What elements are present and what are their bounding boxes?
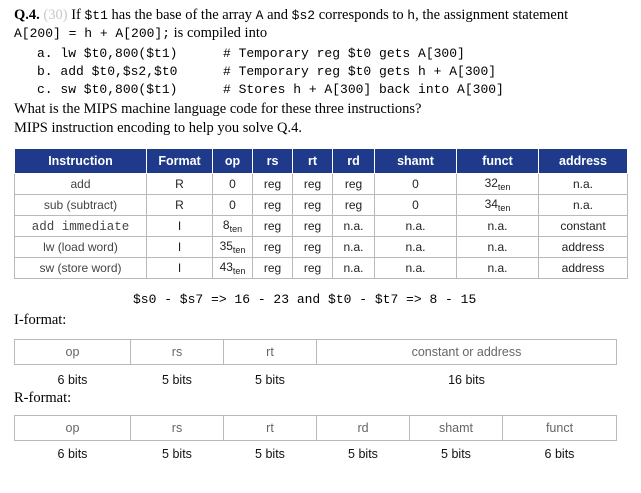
table-row: [15, 258, 628, 279]
reg-t1: $t1: [84, 8, 108, 23]
question-ask: What is the MIPS machine language code for these three instructions?: [14, 101, 422, 117]
reg-s2: $s2: [291, 8, 316, 23]
cell-shamt: n.a.: [375, 237, 457, 258]
cell-format: R: [147, 174, 213, 195]
cell-shamt: 0: [375, 195, 457, 216]
intro-text-5: , the assignment statement: [415, 7, 569, 23]
cell-instruction: sub (subtract): [15, 195, 147, 216]
code-line-c: c. sw $t0,800($t1): [37, 82, 178, 97]
i-format-constant: constant or address: [316, 339, 617, 365]
i-bits-constant: 16 bits: [448, 373, 485, 387]
cell-rd: reg: [333, 174, 375, 195]
encoding-help: MIPS instruction encoding to help you solve Q.4.: [14, 120, 302, 136]
code-comment-a: # Temporary reg $t0 gets A[300]: [223, 46, 465, 61]
cell-funct: n.a.: [457, 216, 539, 237]
r-bits-rt: 5 bits: [255, 447, 285, 461]
code-comment-b: # Temporary reg $t0 gets h + A[300]: [223, 64, 497, 79]
var-h: h: [407, 8, 416, 23]
cell-shamt: n.a.: [375, 258, 457, 279]
r-bits-funct: 6 bits: [544, 447, 575, 461]
cell-rs: reg: [253, 195, 293, 216]
intro-text-3: and: [267, 7, 289, 23]
cell-op: $35_{ten}$: [213, 237, 253, 258]
cell-address: address: [539, 258, 628, 279]
header-address: address: [539, 149, 628, 174]
cell-rs: reg: [253, 237, 293, 258]
code-line-a: a. lw $t0,800($t1): [37, 46, 178, 61]
intro-text-4: corresponds to: [318, 7, 404, 23]
cell-rd: n.a.: [333, 258, 375, 279]
cell-format: I: [147, 237, 213, 258]
question-number: Q.4.: [14, 7, 40, 23]
table-row: [15, 237, 628, 258]
question-line-1: [14, 7, 568, 24]
cell-address: constant: [539, 216, 628, 237]
statement-code: A[200] = h + A[200];: [14, 26, 171, 41]
cell-address: address: [539, 237, 628, 258]
r-format-op: op: [14, 415, 131, 441]
cell-rs: reg: [253, 216, 293, 237]
r-format-label: R-format:: [14, 390, 72, 406]
question-points: (30): [43, 7, 68, 23]
cell-op: 0: [213, 195, 253, 216]
r-bits-shamt: 5 bits: [441, 447, 471, 461]
intro-text-2: has the base of the array: [111, 7, 253, 23]
compiled-text: is compiled into: [173, 25, 268, 41]
table-row: [15, 174, 628, 195]
intro-text-1: If: [71, 7, 81, 23]
header-rt: rt: [293, 149, 333, 174]
cell-op: 0: [213, 174, 253, 195]
header-shamt: shamt: [375, 149, 457, 174]
cell-shamt: n.a.: [375, 216, 457, 237]
cell-address: n.a.: [539, 195, 628, 216]
encoding-table: [14, 148, 628, 279]
r-format-rt: rt: [223, 415, 317, 441]
header-rd: rd: [333, 149, 375, 174]
cell-funct: n.a.: [457, 258, 539, 279]
code-comment-c: # Stores h + A[300] back into A[300]: [223, 82, 504, 97]
array-a: A: [255, 8, 264, 23]
table-row: [15, 195, 628, 216]
header-instruction: Instruction: [15, 149, 147, 174]
cell-rt: reg: [293, 195, 333, 216]
r-format-shamt: shamt: [409, 415, 503, 441]
cell-rt: reg: [293, 174, 333, 195]
cell-instruction: add immediate: [15, 216, 147, 237]
header-format: Format: [147, 149, 213, 174]
cell-shamt: 0: [375, 174, 457, 195]
cell-instruction: add: [15, 174, 147, 195]
cell-rt: reg: [293, 237, 333, 258]
r-bits-rd: 5 bits: [348, 447, 378, 461]
cell-rt: reg: [293, 258, 333, 279]
header-op: op: [213, 149, 253, 174]
question-line-2: [14, 25, 267, 42]
r-bits-rs: 5 bits: [162, 447, 192, 461]
cell-format: I: [147, 216, 213, 237]
cell-funct: $32_{ten}$: [457, 174, 539, 195]
table-row: [15, 216, 628, 237]
i-format-op: op: [14, 339, 131, 365]
i-bits-op: 6 bits: [57, 373, 88, 387]
code-line-b: b. add $t0,$s2,$t0: [37, 64, 178, 79]
header-funct: funct: [457, 149, 539, 174]
i-bits-rs: 5 bits: [162, 373, 192, 387]
r-format-funct: funct: [502, 415, 617, 441]
cell-instruction: lw (load word): [15, 237, 147, 258]
cell-op: $43_{ten}$: [213, 258, 253, 279]
table-header-row: [15, 149, 628, 174]
r-format-rs: rs: [130, 415, 224, 441]
header-rs: rs: [253, 149, 293, 174]
cell-address: n.a.: [539, 174, 628, 195]
r-bits-op: 6 bits: [57, 447, 88, 461]
cell-rs: reg: [253, 174, 293, 195]
cell-rd: reg: [333, 195, 375, 216]
i-format-rt: rt: [223, 339, 317, 365]
cell-rs: reg: [253, 258, 293, 279]
i-bits-rt: 5 bits: [255, 373, 285, 387]
cell-rt: reg: [293, 216, 333, 237]
register-note: $s0 - $s7 => 16 - 23 and $t0 - $t7 => 8 - 15: [133, 292, 477, 307]
cell-funct: $34_{ten}$: [457, 195, 539, 216]
i-format-rs: rs: [130, 339, 224, 365]
cell-format: R: [147, 195, 213, 216]
cell-funct: n.a.: [457, 237, 539, 258]
cell-format: I: [147, 258, 213, 279]
i-format-label: I-format:: [14, 312, 67, 328]
cell-op: $8_{ten}$: [213, 216, 253, 237]
cell-rd: n.a.: [333, 237, 375, 258]
cell-instruction: sw (store word): [15, 258, 147, 279]
cell-rd: n.a.: [333, 216, 375, 237]
r-format-rd: rd: [316, 415, 410, 441]
